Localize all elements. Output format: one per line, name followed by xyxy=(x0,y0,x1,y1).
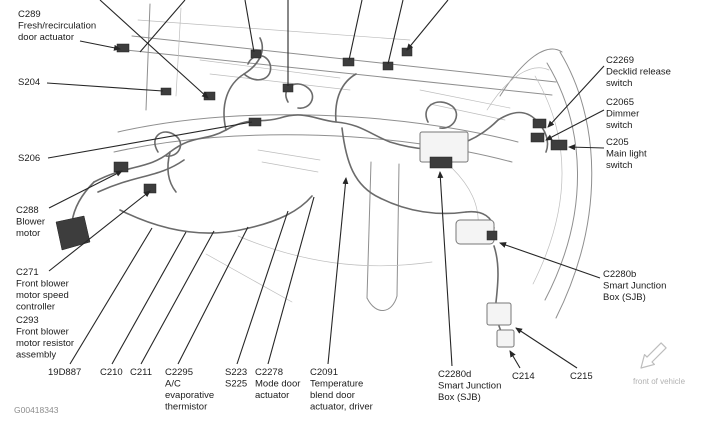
leader-c2295 xyxy=(178,227,248,364)
main-light-switch-connector xyxy=(551,140,567,150)
leader-c2278 xyxy=(268,197,314,364)
callout-c215: C215 xyxy=(570,371,593,382)
cropped-leader-2 xyxy=(140,0,185,52)
cropped-leader-5 xyxy=(349,0,362,60)
callout-c2280d-line3: Box (SJB) xyxy=(438,392,481,403)
callout-c289-line3: door actuator xyxy=(18,32,74,43)
callout-c2278-line2: Mode door xyxy=(255,378,301,390)
leader-c2280d xyxy=(440,172,452,366)
dimmer-switch-connector xyxy=(531,133,544,142)
callout-s206: S206 xyxy=(18,153,41,164)
callout-c2269-line2: Decklid release xyxy=(606,66,671,78)
callout-c205-line2: Main light xyxy=(606,148,647,160)
leader-c2065 xyxy=(546,110,604,140)
fresh-recirc-actuator-connector xyxy=(117,44,129,52)
callout-c2278-line3: actuator xyxy=(255,390,290,401)
callout-c271-line3: motor speed xyxy=(16,290,69,301)
callout-c293: C293 xyxy=(16,315,39,326)
figure-id: G00418343 xyxy=(14,405,59,415)
leader-c205 xyxy=(569,147,604,148)
leader-c215 xyxy=(516,328,577,368)
callout-c2295: C2295 xyxy=(165,367,193,378)
callout-c293-line2: Front blower xyxy=(16,326,69,338)
blower-motor-body xyxy=(56,216,90,250)
leader-c2091 xyxy=(328,178,346,364)
callout-c2091-line3: blend door xyxy=(310,390,355,401)
callout-leader-lines xyxy=(47,41,604,368)
leader-c2269 xyxy=(548,66,604,127)
callout-c271-line4: controller xyxy=(16,301,56,313)
callout-s223-s225: S223 xyxy=(225,367,248,378)
callout-c2295-line3: evaporative xyxy=(165,390,215,401)
callout-c2269-line3: switch xyxy=(606,78,633,89)
callout-c289-line2: Fresh/recirculation xyxy=(18,20,97,32)
callout-c2280d: C2280d xyxy=(438,369,472,380)
leader-19d887 xyxy=(70,228,152,364)
callout-c210: C210 xyxy=(100,367,123,378)
leader-c210 xyxy=(112,232,186,364)
callout-c2269: C2269 xyxy=(606,55,634,66)
front-of-vehicle-arrow-icon xyxy=(641,343,666,368)
callout-c2280d-line2: Smart Junction xyxy=(438,380,502,392)
connector-upper-2 xyxy=(251,50,261,58)
connector-c215-block xyxy=(487,303,511,325)
cropped-leader-6 xyxy=(388,0,403,64)
callout-c2091-line4: actuator, driver xyxy=(310,401,373,413)
front-of-vehicle-indicator xyxy=(633,343,686,386)
leader-c2280b xyxy=(500,243,600,278)
front-of-vehicle-label: front of vehicle xyxy=(632,377,686,386)
wiring-harness-line-art xyxy=(72,38,548,334)
cropped-leader-7 xyxy=(407,0,448,50)
callout-c205: C205 xyxy=(606,137,629,148)
callout-c289: C289 xyxy=(18,9,41,20)
callout-c2295-line4: thermistor xyxy=(165,401,208,413)
callout-c214: C214 xyxy=(512,371,535,382)
callout-c2280b-line3: Box (SJB) xyxy=(603,292,646,303)
leader-s204 xyxy=(47,83,163,91)
decklid-release-switch-connector xyxy=(533,119,546,128)
callout-c2065-line3: switch xyxy=(606,120,633,131)
cropped-leader-3 xyxy=(245,0,254,52)
callout-c211: C211 xyxy=(130,367,153,378)
cropped-leader-lines xyxy=(100,0,448,98)
callout-c205-line3: switch xyxy=(606,160,633,171)
callout-c288-line2: Blower xyxy=(16,216,46,228)
callout-c2091-line2: Temperature xyxy=(310,378,364,390)
callout-19d887: 19D887 xyxy=(48,367,82,378)
sjb-connector-c2280d xyxy=(430,157,452,168)
cropped-leader-1 xyxy=(100,0,208,98)
connector-c214-block xyxy=(497,330,514,347)
leader-c214 xyxy=(510,351,520,368)
callout-c288: C288 xyxy=(16,205,39,216)
leader-s206 xyxy=(48,122,252,158)
callout-c2278: C2278 xyxy=(255,367,283,378)
callout-s204: S204 xyxy=(18,77,41,88)
callout-c2280b: C2280b xyxy=(603,269,637,280)
callout-c271: C271 xyxy=(16,267,39,278)
callout-c271-line2: Front blower xyxy=(16,278,69,290)
callout-c288-line3: motor xyxy=(16,228,41,239)
leader-c289 xyxy=(80,41,120,49)
callout-c2091: C2091 xyxy=(310,367,338,378)
callout-c293-line4: assembly xyxy=(16,349,57,361)
vehicle-structure-line-art xyxy=(114,4,592,318)
callout-c2280b-line2: Smart Junction xyxy=(603,280,667,292)
leader-c288 xyxy=(49,171,122,208)
blower-motor-connector xyxy=(114,162,128,172)
callout-c2065-line2: Dimmer xyxy=(606,108,640,120)
callout-c2065: C2065 xyxy=(606,97,634,108)
leader-c211 xyxy=(141,231,214,364)
callout-labels xyxy=(16,9,671,413)
callout-c293-line3: motor resistor xyxy=(16,338,75,349)
connector-upper-4 xyxy=(343,58,354,66)
sjb-tab xyxy=(487,231,497,240)
callout-s223-s225-line2: S225 xyxy=(225,378,248,390)
callout-c2295-line2: A/C xyxy=(165,378,181,390)
